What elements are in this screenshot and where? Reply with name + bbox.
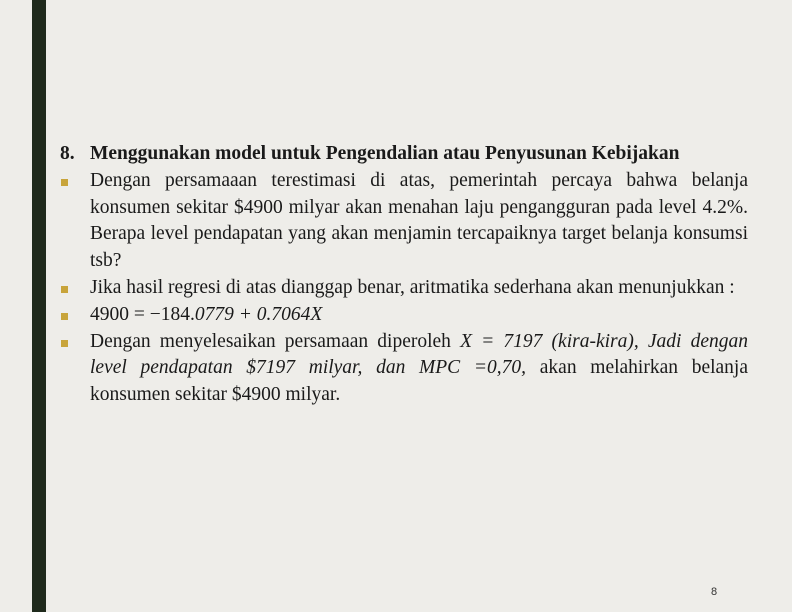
bullet-item bbox=[60, 302, 748, 329]
bullet-item bbox=[60, 275, 748, 302]
equation-italic: 0779 + 0.7064X bbox=[194, 303, 323, 325]
conclusion-text bbox=[90, 329, 748, 409]
section-heading bbox=[60, 141, 748, 168]
bullet-text: Dengan persamaaan terestimasi di atas, pemerintah percaya bahwa belanja konsumen sekitar $4900 milyar akan menahan laju pengangguran pada level 4.2%. Berapa level pendapatan yang akan menjamin tercapaiknya target belanja konsumsi tsb? bbox=[90, 169, 748, 272]
conclusion-suffix: akan melahirkan belanja konsumen sekitar $4900 milyar. bbox=[90, 357, 748, 406]
left-accent-bar bbox=[32, 0, 46, 612]
bullet-marker-icon bbox=[60, 302, 90, 329]
conclusion-prefix: Dengan menyelesaikan persamaan diperoleh bbox=[90, 330, 461, 352]
equation-prefix: 4900 = −184. bbox=[90, 303, 195, 325]
slide-content bbox=[60, 141, 748, 409]
bullet-item bbox=[60, 329, 748, 409]
bullet-marker-icon bbox=[60, 168, 90, 275]
conclusion-italic: X = 7197 (kira-kira), Jadi dengan level pendapatan $7197 milyar, dan MPC =0,70, bbox=[90, 330, 748, 379]
bullet-marker-icon bbox=[60, 275, 90, 302]
section-number: 8. bbox=[60, 143, 75, 164]
equation-text bbox=[90, 302, 748, 329]
bullet-item bbox=[60, 168, 748, 275]
page-number: 8 bbox=[710, 586, 718, 598]
bullet-marker-icon bbox=[60, 329, 90, 409]
section-title: Menggunakan model untuk Pengendalian atau Penyusunan Kebijakan bbox=[90, 143, 680, 164]
bullet-text: Jika hasil regresi di atas dianggap benar, aritmatika sederhana akan menunjukkan : bbox=[90, 276, 735, 298]
